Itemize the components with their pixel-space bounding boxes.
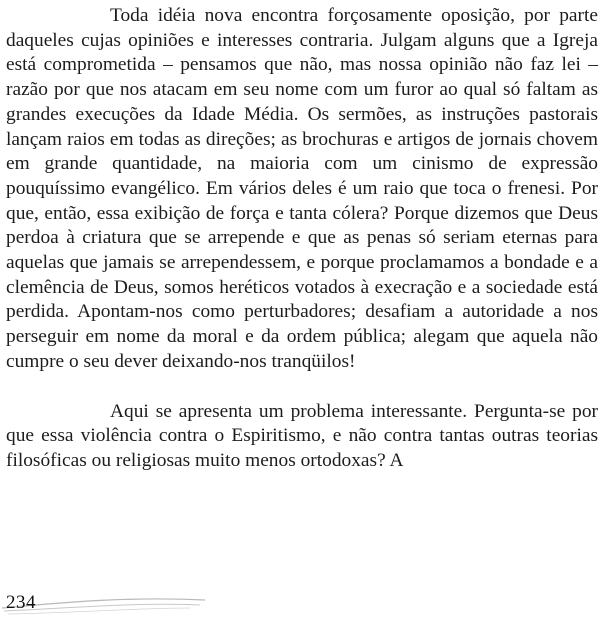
paragraph-2: Aqui se apresenta um problema interessante. Pergunta-se por que essa violência contra o Espiritismo, e não contra tantas outras teorias filosóficas ou religiosas muito menos ortodoxas? A — [6, 400, 598, 471]
body-text — [6, 4, 598, 474]
page-number: 234 — [6, 592, 36, 613]
paragraph-1: Toda idéia nova encontra forçosamente oposição, por parte daqueles cujas opiniões e interesses contraria. Julgam alguns que a Igreja está comprometida – pensamos que não, mas nossa opinião não faz lei – razão por que nos atacam em seu nome com um furor ao qual só faltam as grandes execuções da Idade Média. Os sermões, as instruções pastorais lançam raios em todas as direções; as brochuras e artigos de jornais chovem em grande quantidade, na maioria com um cinismo de expressão pouquíssimo evangélico. Em vários deles é um raio que toca o frenesi. Por que, então, essa exibição de força e tanta cólera? Porque dizemos que Deus perdoa à criatura que se arrepende e que as penas só seriam eternas para aquelas que jamais se arrependessem, e porque proclamamos a bondade e a clemência de Deus, somos heréticos votados à execração e a sociedade está perdida. Apontam-nos como perturbadores; desafiam a autoridade a nos perseguir em nome da moral e da ordem pública; alegam que aquela não cumpre o seu dever deixando-nos tranqüilos! — [6, 5, 598, 372]
